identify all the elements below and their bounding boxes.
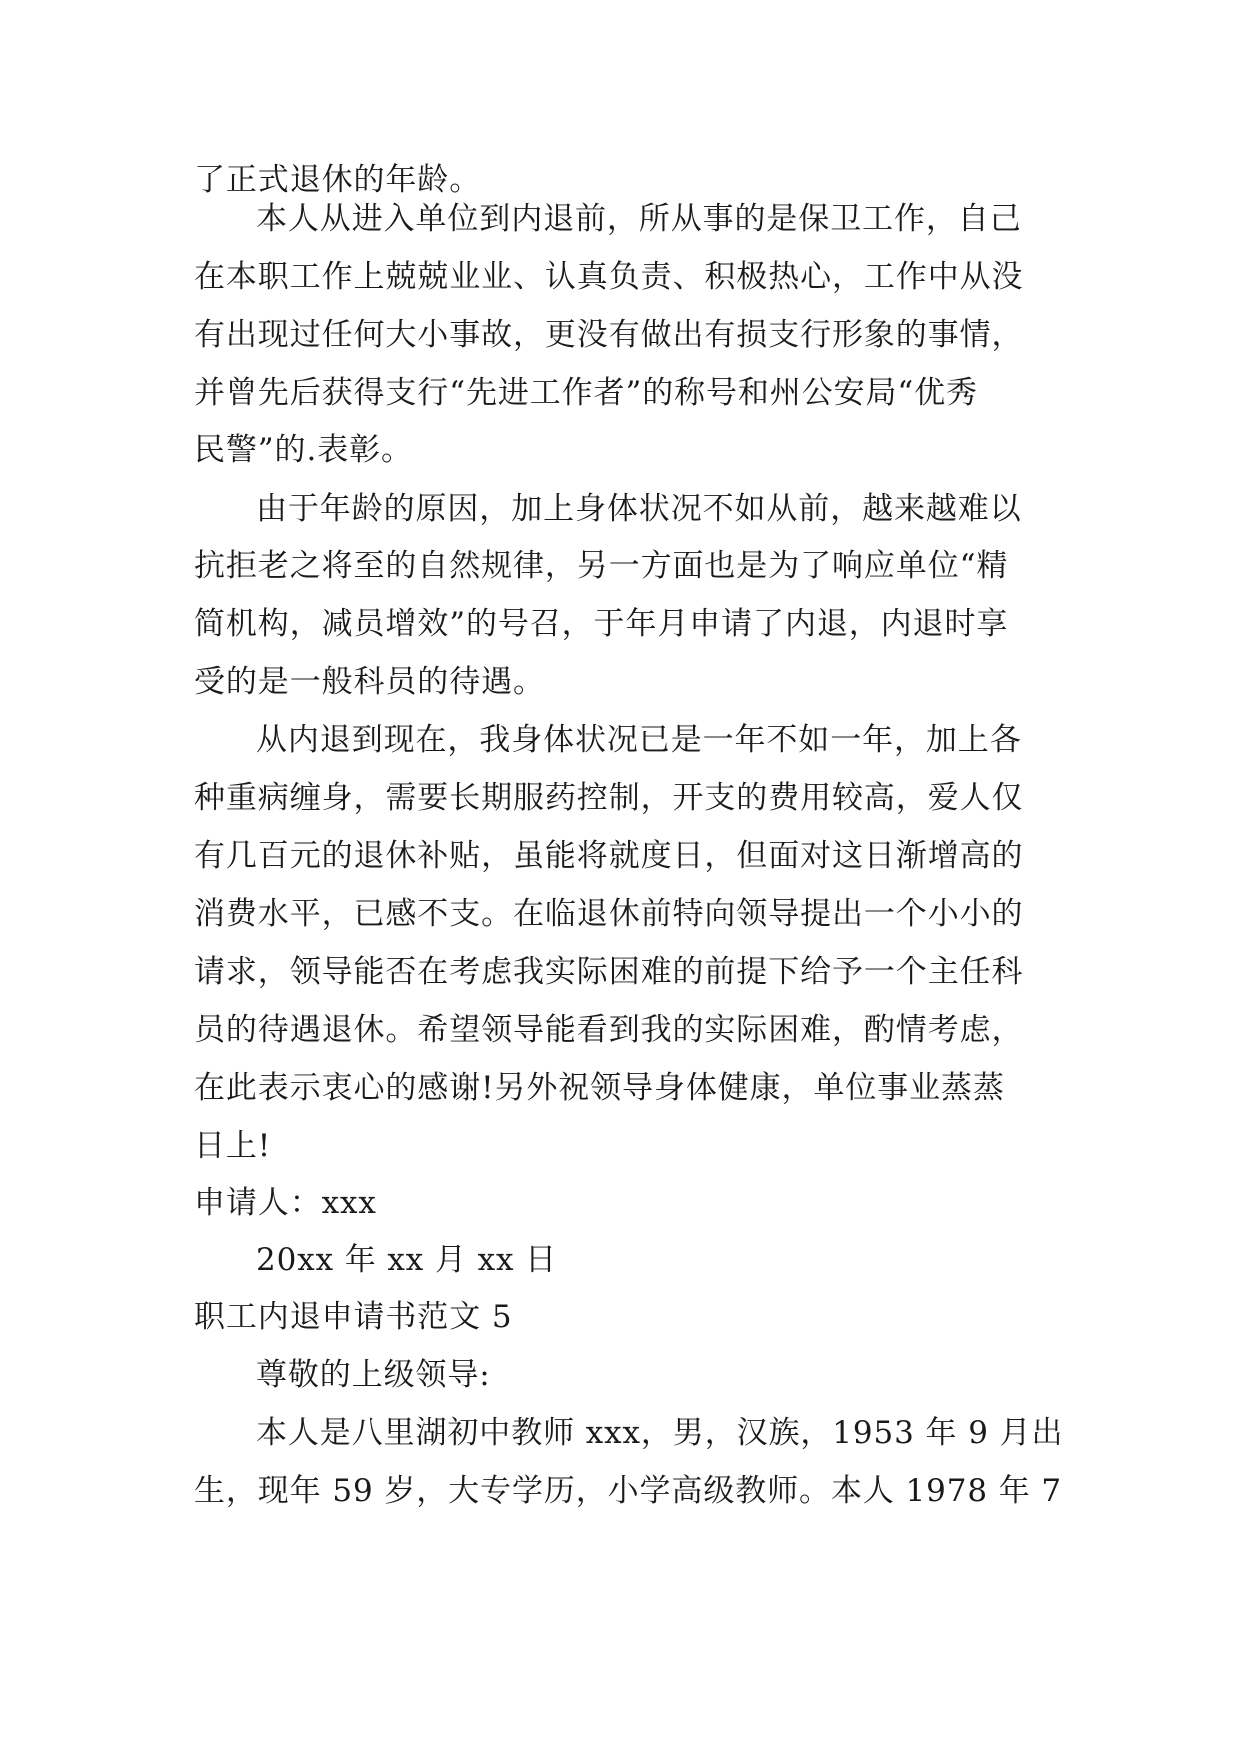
text-line-23: 本人是八里湖初中教师 xxx，男，汉族，1953 年 9 月出	[256, 1415, 1064, 1451]
text-line-11: 从内退到现在，我身体状况已是一年不如一年，加上各	[256, 722, 1022, 758]
text-line-7: 由于年龄的原因，加上身体状况不如从前，越来越难以	[256, 491, 1022, 527]
text-line-12: 种重病缠身，需要长期服药控制，开支的费用较高，爱人仅	[194, 780, 1024, 816]
text-line-16: 员的待遇退休。希望领导能看到我的实际困难，酌情考虑，	[194, 1012, 1024, 1048]
text-line-3: 在本职工作上兢兢业业、认真负责、积极热心，工作中从没	[194, 259, 1024, 295]
text-line-10: 受的是一般科员的待遇。	[194, 664, 545, 700]
text-line-13: 有几百元的退休补贴，虽能将就度日，但面对这日渐增高的	[194, 838, 1024, 874]
section-heading: 职工内退申请书范文 5	[194, 1299, 513, 1335]
text-line-9: 简机构，减员增效”的号召，于年月申请了内退，内退时享	[194, 606, 1009, 642]
text-line-4: 有出现过任何大小事故，更没有做出有损支行形象的事情，	[194, 317, 1024, 353]
text-line-14: 消费水平，已感不支。在临退休前特向领导提出一个小小的	[194, 896, 1024, 932]
text-line-8: 抗拒老之将至的自然规律，另一方面也是为了响应单位“精	[194, 548, 1009, 584]
text-line-18: 日上!	[194, 1128, 272, 1164]
text-line-1: 了正式退休的年龄。	[194, 162, 482, 198]
text-line-2: 本人从进入单位到内退前，所从事的是保卫工作，自己	[256, 201, 1022, 237]
date-line: 20xx 年 xx 月 xx 日	[256, 1242, 558, 1278]
text-line-24: 生，现年 59 岁，大专学历，小学高级教师。本人 1978 年 7	[194, 1473, 1063, 1509]
text-line-5: 并曾先后获得支行“先进工作者”的称号和州公安局“优秀	[194, 375, 978, 411]
salutation: 尊敬的上级领导:	[256, 1357, 491, 1393]
text-line-6: 民警”的.表彰。	[194, 432, 413, 468]
text-line-15: 请求，领导能否在考虑我实际困难的前提下给予一个主任科	[194, 954, 1024, 990]
applicant-line: 申请人：xxx	[194, 1185, 377, 1221]
text-line-17: 在此表示衷心的感谢!另外祝领导身体健康，单位事业蒸蒸	[194, 1070, 1005, 1106]
